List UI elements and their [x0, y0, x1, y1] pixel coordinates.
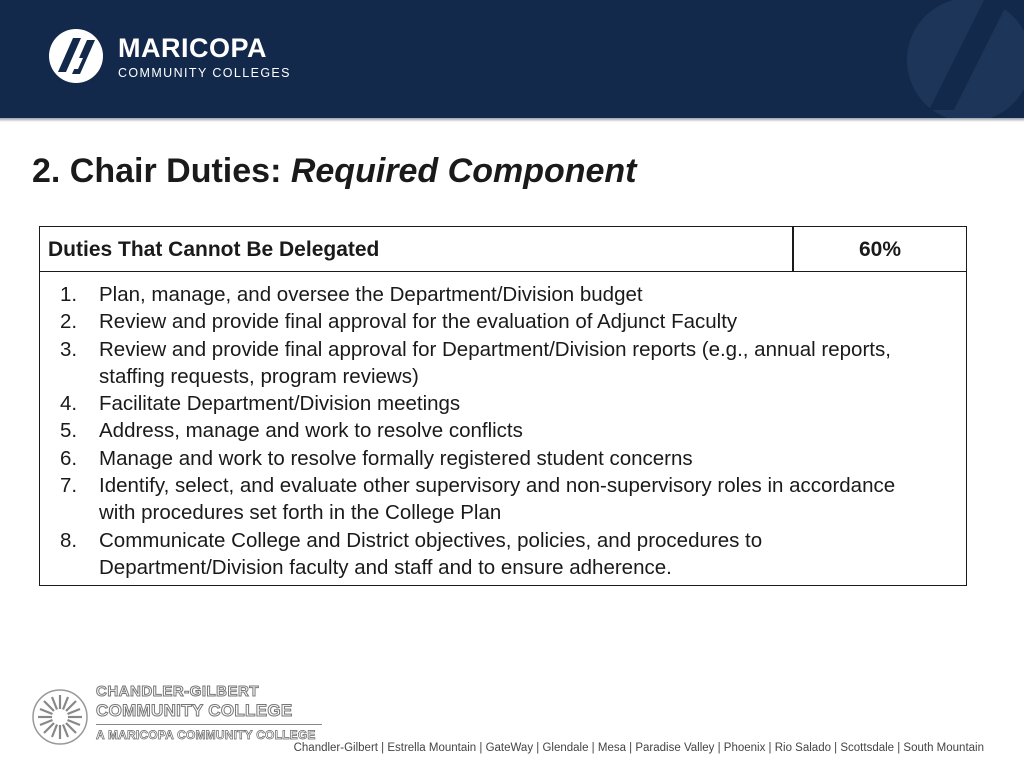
maricopa-watermark-icon — [874, 0, 1024, 118]
item-text: Plan, manage, and oversee the Department/Division budget — [99, 283, 643, 306]
item-number: 6. — [60, 446, 78, 470]
cgcc-wordmark-line3: A MARICOPA COMMUNITY COLLEGE — [96, 728, 316, 742]
logo-wordmark: MARICOPA — [118, 33, 267, 63]
header-band — [0, 0, 1024, 118]
list-item — [40, 445, 966, 472]
item-text: Review and provide final approval for the evaluation of Adjunct Faculty — [99, 310, 738, 334]
title-bold: 2. Chair Duties: — [32, 152, 282, 190]
table-header-row — [40, 227, 966, 272]
list-item — [40, 308, 966, 335]
slide-title — [32, 152, 637, 191]
cgcc-wordmark-line2: COMMUNITY COLLEGE — [96, 701, 293, 720]
logo-subtitle: COMMUNITY COLLEGES — [118, 66, 291, 80]
item-number: 3. — [60, 337, 78, 361]
footer-college-list: Chandler-Gilbert | Estrella Mountain | GateWay | Glendale | Mesa | Paradise Valley | Phoenix | Rio Salado | Scottsdale | South Mountain — [293, 742, 984, 754]
list-item — [40, 281, 966, 308]
list-item — [40, 417, 966, 444]
item-text: Facilitate Department/Division meetings — [99, 392, 461, 416]
duty-list — [40, 281, 966, 581]
cgcc-divider — [96, 724, 322, 725]
item-text: Identify, select, and evaluate other supervisory and non-supervisory roles in accordance with procedures set forth in the College Plan — [99, 474, 896, 525]
cgcc-wordmark-line1: CHANDLER-GILBERT — [96, 683, 259, 700]
item-text: Address, manage and work to resolve conflicts — [99, 419, 523, 443]
list-item — [40, 390, 966, 417]
list-item — [40, 336, 966, 391]
item-text: Manage and work to resolve formally registered student concerns — [99, 446, 693, 470]
item-number: 2. — [60, 310, 78, 334]
duties-table — [39, 226, 967, 586]
maricopa-logo-icon — [48, 28, 104, 84]
list-item — [40, 527, 966, 582]
table-header-percent: 60% — [858, 238, 902, 261]
item-number: 7. — [60, 474, 78, 498]
item-number: 5. — [60, 419, 78, 443]
item-text: Communicate College and District objectives, policies, and procedures to Department/Division faculty and staff and to ensure adherence. — [99, 528, 763, 579]
table-header-label: Duties That Cannot Be Delegated — [48, 238, 380, 261]
item-number: 8. — [60, 528, 78, 552]
item-text: Review and provide final approval for Department/Division reports (e.g., annual reports, staffing requests, program reviews) — [99, 337, 891, 388]
item-number: 1. — [60, 283, 78, 306]
header-shadow — [0, 118, 1024, 122]
list-item — [40, 472, 966, 527]
title-italic: Required Component — [290, 152, 637, 190]
item-number: 4. — [60, 392, 78, 416]
